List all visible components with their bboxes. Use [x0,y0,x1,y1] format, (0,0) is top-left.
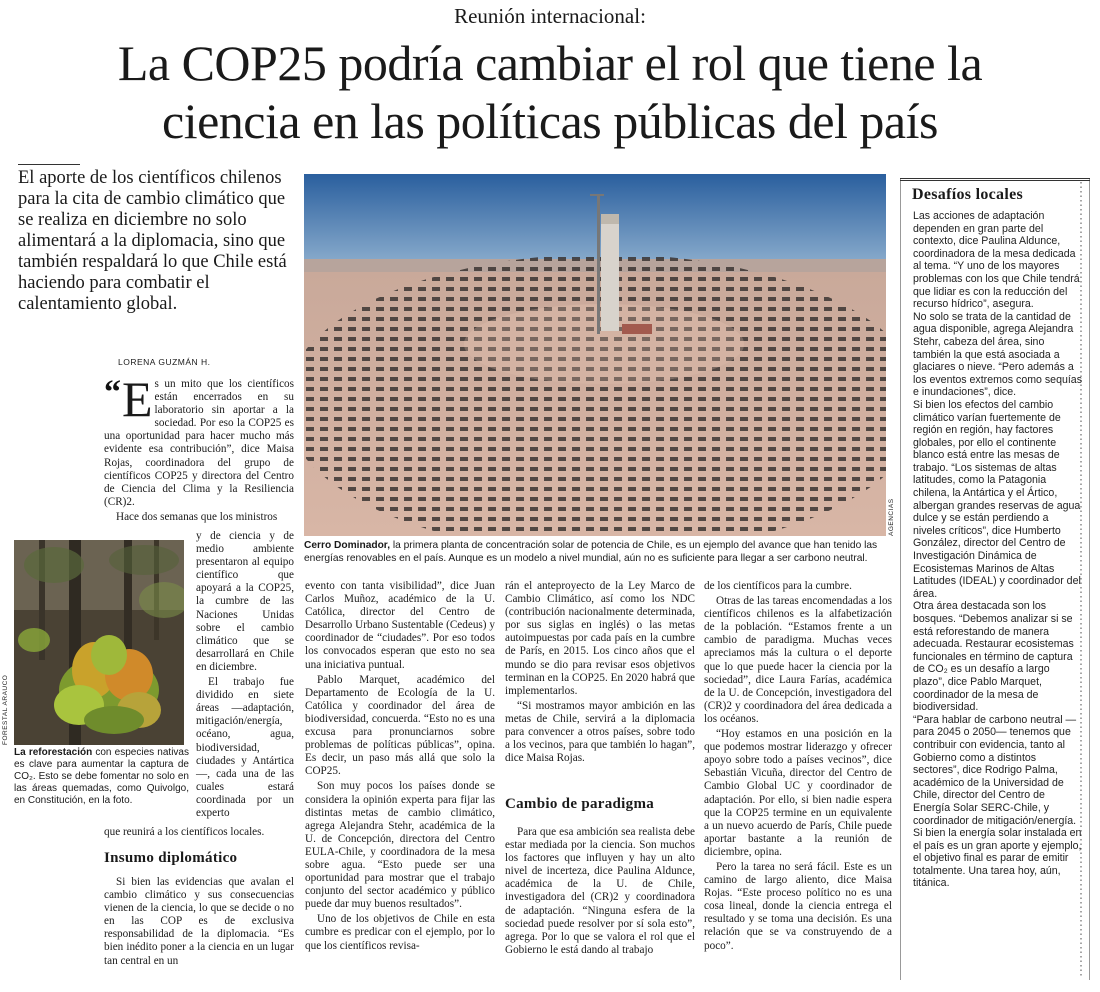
section1-p1: Si bien las evidencias que avalan el cambio climático y sus consecuencias vienen de la ciencia, lo que se decide o no en las COP es de exclusiva responsabilidad de la diplomacia. “Es bien inédito poner a la ciencia en un lugar tan central en un [104,876,294,967]
column-3 [505,580,695,767]
reforestation-image [14,540,184,745]
section1-column [104,876,294,970]
caption1-text: la primera planta de concentración solar de potencia de Chile, es un ejemplo del avance que han tenido las energías renovables en el país. Aunque es un modelo a nivel mundial, aún no es suficiente para llegar a ser carbono neutral. [304,540,878,564]
sidebar-p3: Si bien los efectos del cambio climático varían fuertemente de región en región, hay factores globales, por ello el continente blanco está entre las mesas de trabajo. “Los sistemas de altas latitudes, como la Patagonia chilena, la Antártica y el Ártico, albergan grandes reservas de agua dulce y se están perdiendo a niveles críticos”, dice Humberto González, director del Centro de Investigación Dinámica de Ecosistemas Marinos de Altas Latitudes (IDEAL) y coordinador del área. [913,398,1081,600]
intro-p2a: Hace dos semanas que los ministros [116,510,278,523]
lede: El aporte de los científicos chilenos para la cita de cambio climático que se realiza en diciembre no solo alimentará a la diplomacia, sino que también respaldará lo que Chile está haciendo para combatir el calentamiento global. [18,168,287,314]
caption2-text: con especies nativas es clave para aumentar la captura de CO₂. Esto se debe fomentar no solo en las áreas quemadas, como Quivolgo, en Constitución, en la foto. [14,747,189,806]
headline-line-2: ciencia en las políticas públicas del país [162,93,938,149]
col4-p1: de los científicos para la cumbre. [704,580,852,592]
intro-p1: s un mito que los científicos están encerrados en su laboratorio sin aportar a la sociedad. Por eso la COP25 es una oportunidad para hacer mucho más evidente esa contribución”, dice Maisa Rojas, coordinadora del grupo de científicos COP25 y directora del Centro de Ciencia del Clima y la Resiliencia (CR)2. [104,378,294,508]
col3-p2: “Si mostramos mayor ambición en las metas de Chile, servirá a la diplomacia para convencer a otros países, sobre todo a los vecinos, para que también lo hagan”, dice Maisa Rojas. [505,699,695,765]
section2-p1: Para que esa ambición sea realista debe estar mediada por la ciencia. Son muchos los factores que influyen y hay un alto nivel de incerteza, dice Paulina Aldunce, académica de la U. de Chile, investigadora del (CR)2 y coordinadora de adaptación. “Ninguna esfera de la sociedad puede resolver por sí sola esto”, agrega. Por lo que se valora el rol que el Gobierno le está dando al trabajo [505,826,695,956]
byline: LORENA GUZMÁN H. [118,357,211,367]
col1b-text: y de ciencia y de medio ambiente presentaron al equipo científico que apoyará a la COP25, la cumbre de las Naciones Unidas sobre el cambio climático que se desarrollará en Chile en diciembre. [196,530,294,673]
lede-rule [18,164,80,165]
sidebar-body [913,210,1083,890]
col1b-p2: El trabajo fue dividido en siete áreas —adaptación, mitigación/energía, océano, agua, biodiversidad, ciudades y Antártica—, cada una de las cuales estará coordinada por un experto [196,676,294,819]
solar-plant-photo [304,174,886,536]
col1c-text: que reunirá a los científicos locales. [104,826,265,838]
col4-p3: “Hoy estamos en una posición en la que podemos mostrar liderazgo y ofrecer apoyo sobre todo a países vecinos”, dice Sebastián Vicuña, director del Centro de Cambio Global UC y coordinador de adaptación. Por ello, si bien nadie espera que la COP25 termine en un equivalente a un nuevo acuerdo de París, Chile puede aportar bastante a la reunión de diciembre, opina. [704,728,892,858]
col4-p4: Pero la tarea no será fácil. Este es un camino de largo aliento, dice Maisa Rojas. “Este proceso político no es una cosa lineal, donde la ciencia entrega el resultado y se toma una decisión. Es una relación que se va construyendo de a poco”. [704,860,892,952]
col2-p2: Pablo Marquet, académico del Departamento de Ecología de la U. Católica y coordinador del área de biodiversidad, concuerda. “Esto no es una excusa para pronunciarnos sobre problemas de políticas públicas”, opina. Es decir, un paso más allá que solo la COP25. [305,673,495,778]
column-2 [305,580,495,955]
sidebar-p1: Las acciones de adaptación dependen en gran parte del contexto, dice Paulina Aldunce, coordinadora de la mesa dedicada al tema. “Y uno de los mayores problemas con los que Chile tendrá que lidiar es con la reducción del recurso hídrico”, asegura. [913,210,1080,311]
subhead-cambio-de-paradigma: Cambio de paradigma [505,796,655,812]
open-quote-mark: “ [104,374,121,411]
sidebar-top-rule [900,178,1090,181]
column-4 [704,580,892,955]
solar-plant-image [304,174,886,536]
section2-column [505,826,695,959]
reforestation-caption [14,747,189,807]
caption2-bold: La reforestación [14,747,93,758]
reforestation-photo-credit: FORESTAL ARAUCO [2,674,9,745]
intro-continuation [196,530,294,822]
kicker: Reunión internacional: [454,4,646,28]
intro-paragraph [104,371,294,509]
col2-p4: Uno de los objetivos de Chile en esta cumbre es predicar con el ejemplo, por lo que los científicos revisa- [305,913,495,952]
intro-column [104,371,294,526]
solar-plant-caption [304,540,886,565]
sidebar-p5: “Para hablar de carbono neutral —para 2045 o 2050— tenemos que contribuir con evidencia, tanto al Gobierno como a distintos sectores”, dice Rodrigo Palma, académico de la Universidad de Chile, director del Centro de Energía Solar SERC-Chile, y coordinador de mitigación/energía. Si bien la energía solar instalada en el país es un gran aporte y ejemplo, el objetivo final es parar de emitir totalmente. Una tarea hoy, aún, titánica. [913,713,1082,890]
dropcap: E [122,371,153,427]
col4-p2: Otras de las tareas encomendadas a los científicos chilenos es la alfabetización de la población. “Estamos frente a un cambio de paradigma. Muchas veces apreciamos más la cultura o el deporte que lo que puede hacer la ciencia por la sociedad”, dice Laura Farías, académica de la U. de Concepción, investigadora del (CR)2 y coordinadora del área dedicada a los océanos. [704,595,892,725]
intro-end [104,826,294,841]
sidebar-p4: Otra área destacada son los bosques. “Debemos analizar si se está reforestando de manera adecuada. Restaurar ecosistemas funcionales en término de captura de CO₂ es un desafío a largo plazo”, dice Pablo Marquet, coordinador de la mesa de biodiversidad. [913,600,1074,714]
headline-line-1: La COP25 podría cambiar el rol que tiene la [117,35,983,91]
reforestation-photo [14,540,184,745]
col3-p1: rán el anteproyecto de la Ley Marco de Cambio Climático, así como los NDC (contribución nacionalmente determinada, por sus siglas en inglés) o las metas autoimpuestas por cada país en la cumbre de París, en 2015. Los cinco años que el mundo se dio para revisar esos objetivos terminan en la COP25. En 2020 habrá que implementarlos. [505,580,695,697]
headline [0,34,1100,150]
col2-p3: Son muy pocos los países donde se considera la opinión experta para fijar las distintas metas de cambio climático, agrega Alejandra Stehr, académica de la U. de Concepción, directora del Centro EULA-Chile, y coordinadora de la mesa sobre agua. “Esto puede ser una oportunidad para mostrar que el trabajo conjunto del sector académico y público puede dar muy buenos resultados”. [305,780,495,911]
col2-p1: evento con tanta visibilidad”, dice Juan Carlos Muñoz, académico de la U. Católica, director del Centro de Desarrollo Urbano Sustentable (Cedeus) y coordinador de “ciudades”. Por eso todos los convocados esperan que esto no sea una iniciativa puntual. [305,580,495,671]
caption1-bold: Cerro Dominador, [304,540,391,551]
subhead-insumo-diplomatico: Insumo diplomático [104,850,238,866]
sidebar-title: Desafíos locales [912,186,1024,203]
solar-photo-credit: AGENCIAS [888,498,895,536]
sidebar-p2: No solo se trata de la cantidad de agua disponible, agrega Alejandra Stehr, cabeza del área, sino también la que está asociada a glaciares o nieve. “Pero además a los eventos extremos como sequías e inundaciones”, dice. [913,310,1082,399]
